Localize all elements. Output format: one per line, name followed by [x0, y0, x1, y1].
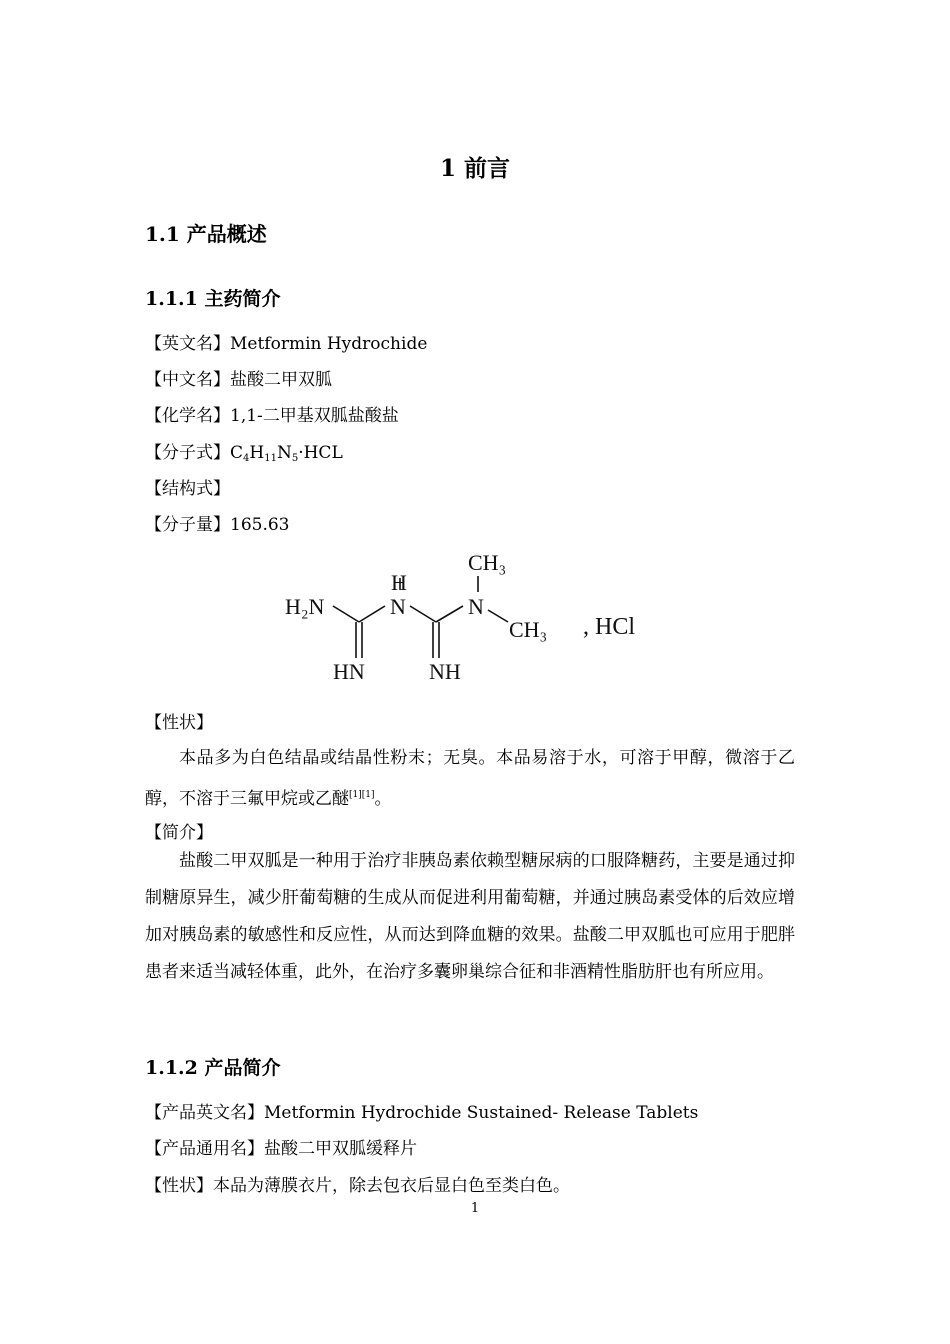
structural-formula	[280, 542, 660, 692]
intro-label: 【简介】	[145, 823, 213, 843]
molecular-formula-field	[145, 442, 343, 470]
english-name-field: 【英文名】Metformin Hydrochide	[145, 334, 428, 354]
chemical-name-field: 【化学名】1,1-二甲基双胍盐酸盐	[145, 406, 399, 426]
formula-label: 【分子式】	[145, 443, 230, 463]
properties-end: 。	[374, 789, 392, 809]
subsection-heading-product: 1.1.2 产品简介	[145, 1057, 281, 1079]
properties-text: 本品多为白色结晶或结晶性粉末；无臭。本品易溶于水，可溶于甲醇，微溶于乙醇，不溶于三氟甲烷或乙醚	[145, 748, 795, 809]
formula-c: C	[230, 443, 244, 463]
label-n2: N	[468, 594, 484, 619]
product-appearance-field: 【性状】本品为薄膜衣片，除去包衣后显白色至类白色。	[145, 1176, 570, 1196]
section-heading: 1.1 产品概述	[145, 222, 267, 246]
label-nh: NH	[429, 659, 461, 684]
formula-n: N	[276, 443, 292, 463]
structure-label: 【结构式】	[145, 479, 230, 499]
page-number: 1	[470, 1201, 480, 1216]
formula-c-sub: 4	[243, 453, 250, 464]
intro-paragraph: 盐酸二甲双胍是一种用于治疗非胰岛素依赖型糖尿病的口服降糖药，主要是通过抑制糖原异生，减少肝葡萄糖的生成从而促进利用葡萄糖，并通过胰岛素受体的后效应增加对胰岛素的敏感性和反应性，从而达到降血糖的效果。盐酸二甲双胍也可应用于肥胖患者来适当减轻体重，此外，在治疗多囊卵巢综合征和非酒精性脂肪肝也有所应用。	[145, 851, 795, 982]
label-h-top: H	[391, 570, 407, 595]
label-hcl: , HCl	[583, 614, 636, 640]
product-english-name-field: 【产品英文名】Metformin Hydrochide Sustained- Release Tablets	[145, 1103, 699, 1123]
label-ch3-right: CH₃	[509, 617, 548, 642]
label-hn: HN	[333, 659, 365, 684]
formula-h-sub: 11	[264, 453, 277, 464]
subsection-heading-drug: 1.1.1 主药简介	[145, 288, 281, 310]
properties-label: 【性状】	[145, 713, 213, 733]
properties-paragraph	[145, 740, 795, 818]
label-ch3-top: CH₃	[468, 550, 507, 575]
formula-n-sub: 5	[291, 453, 299, 464]
molecular-weight-field: 【分子量】165.63	[145, 515, 290, 535]
chapter-heading: 1 前言	[439, 155, 510, 182]
formula-h: H	[249, 443, 265, 463]
product-common-name-field: 【产品通用名】盐酸二甲双胍缓释片	[145, 1139, 417, 1159]
chinese-name-field: 【中文名】盐酸二甲双胍	[145, 370, 332, 390]
label-n1: N	[390, 594, 406, 619]
properties-reference: [1][1]	[349, 790, 375, 800]
formula-suffix: ·HCL	[298, 443, 343, 463]
label-h2n: H₂N	[285, 594, 325, 619]
